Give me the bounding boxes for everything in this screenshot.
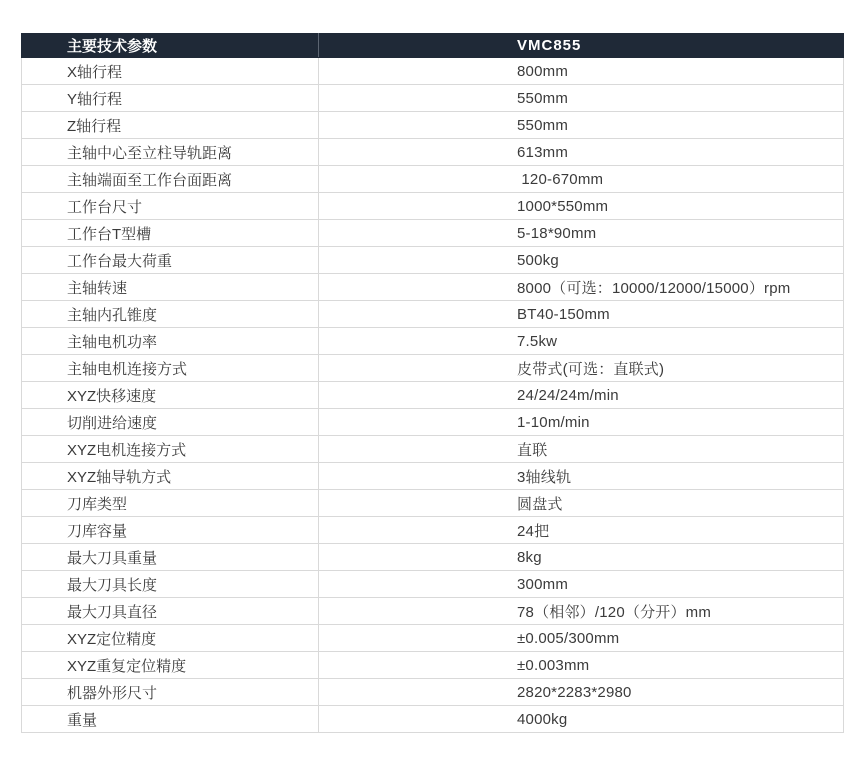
param-cell: 主轴电机连接方式: [22, 355, 319, 382]
table-row: [22, 652, 844, 679]
value-cell: 550mm: [319, 85, 844, 112]
table-row: [22, 598, 844, 625]
param-cell: XYZ电机连接方式: [22, 436, 319, 463]
value-cell: 8000（可选：10000/12000/15000）rpm: [319, 274, 844, 301]
param-cell: 刀库容量: [22, 517, 319, 544]
table-row: [22, 490, 844, 517]
spec-table: [21, 33, 844, 733]
table-row: [22, 301, 844, 328]
table-row: [22, 166, 844, 193]
param-cell: XYZ轴导轨方式: [22, 463, 319, 490]
table-row: [22, 517, 844, 544]
table-row: [22, 355, 844, 382]
value-cell: 800mm: [319, 58, 844, 85]
table-row: [22, 220, 844, 247]
table-row: [22, 85, 844, 112]
table-row: [22, 247, 844, 274]
param-cell: XYZ快移速度: [22, 382, 319, 409]
param-cell: 主轴中心至立柱导轨距离: [22, 139, 319, 166]
param-cell: XYZ重复定位精度: [22, 652, 319, 679]
table-row: [22, 382, 844, 409]
header-row: [22, 34, 844, 58]
param-column-header: 主要技术参数: [22, 34, 319, 58]
value-cell: 613mm: [319, 139, 844, 166]
table-row: [22, 436, 844, 463]
value-cell: ±0.005/300mm: [319, 625, 844, 652]
param-cell: 重量: [22, 706, 319, 733]
table-row: [22, 706, 844, 733]
table-row: [22, 193, 844, 220]
param-cell: Y轴行程: [22, 85, 319, 112]
param-cell: X轴行程: [22, 58, 319, 85]
value-cell: 4000kg: [319, 706, 844, 733]
table-row: [22, 571, 844, 598]
param-cell: 最大刀具重量: [22, 544, 319, 571]
param-cell: 最大刀具长度: [22, 571, 319, 598]
value-cell: ±0.003mm: [319, 652, 844, 679]
table-row: [22, 274, 844, 301]
value-cell: 皮带式(可选：直联式): [319, 355, 844, 382]
spec-table-body: [22, 58, 844, 733]
param-cell: 工作台T型槽: [22, 220, 319, 247]
value-cell: 550mm: [319, 112, 844, 139]
model-column-header: VMC855: [319, 34, 844, 58]
table-row: [22, 139, 844, 166]
param-cell: 主轴端面至工作台面距离: [22, 166, 319, 193]
table-row: [22, 58, 844, 85]
value-cell: 7.5kw: [319, 328, 844, 355]
value-cell: BT40-150mm: [319, 301, 844, 328]
table-row: [22, 679, 844, 706]
value-cell: 8kg: [319, 544, 844, 571]
table-row: [22, 112, 844, 139]
table-row: [22, 409, 844, 436]
value-cell: 1-10m/min: [319, 409, 844, 436]
table-row: [22, 625, 844, 652]
param-cell: 工作台尺寸: [22, 193, 319, 220]
param-cell: 机器外形尺寸: [22, 679, 319, 706]
value-cell: 圆盘式: [319, 490, 844, 517]
value-cell: 直联: [319, 436, 844, 463]
param-cell: 主轴内孔锥度: [22, 301, 319, 328]
table-row: [22, 328, 844, 355]
param-cell: 最大刀具直径: [22, 598, 319, 625]
value-cell: 120-670mm: [319, 166, 844, 193]
value-cell: 500kg: [319, 247, 844, 274]
value-cell: 24把: [319, 517, 844, 544]
table-row: [22, 544, 844, 571]
value-cell: 300mm: [319, 571, 844, 598]
param-cell: Z轴行程: [22, 112, 319, 139]
value-cell: 3轴线轨: [319, 463, 844, 490]
value-cell: 78（相邻）/120（分开）mm: [319, 598, 844, 625]
param-cell: 工作台最大荷重: [22, 247, 319, 274]
value-cell: 1000*550mm: [319, 193, 844, 220]
value-cell: 5-18*90mm: [319, 220, 844, 247]
value-cell: 24/24/24m/min: [319, 382, 844, 409]
param-cell: 切削进给速度: [22, 409, 319, 436]
table-row: [22, 463, 844, 490]
param-cell: XYZ定位精度: [22, 625, 319, 652]
value-cell: 2820*2283*2980: [319, 679, 844, 706]
param-cell: 主轴电机功率: [22, 328, 319, 355]
param-cell: 刀库类型: [22, 490, 319, 517]
param-cell: 主轴转速: [22, 274, 319, 301]
